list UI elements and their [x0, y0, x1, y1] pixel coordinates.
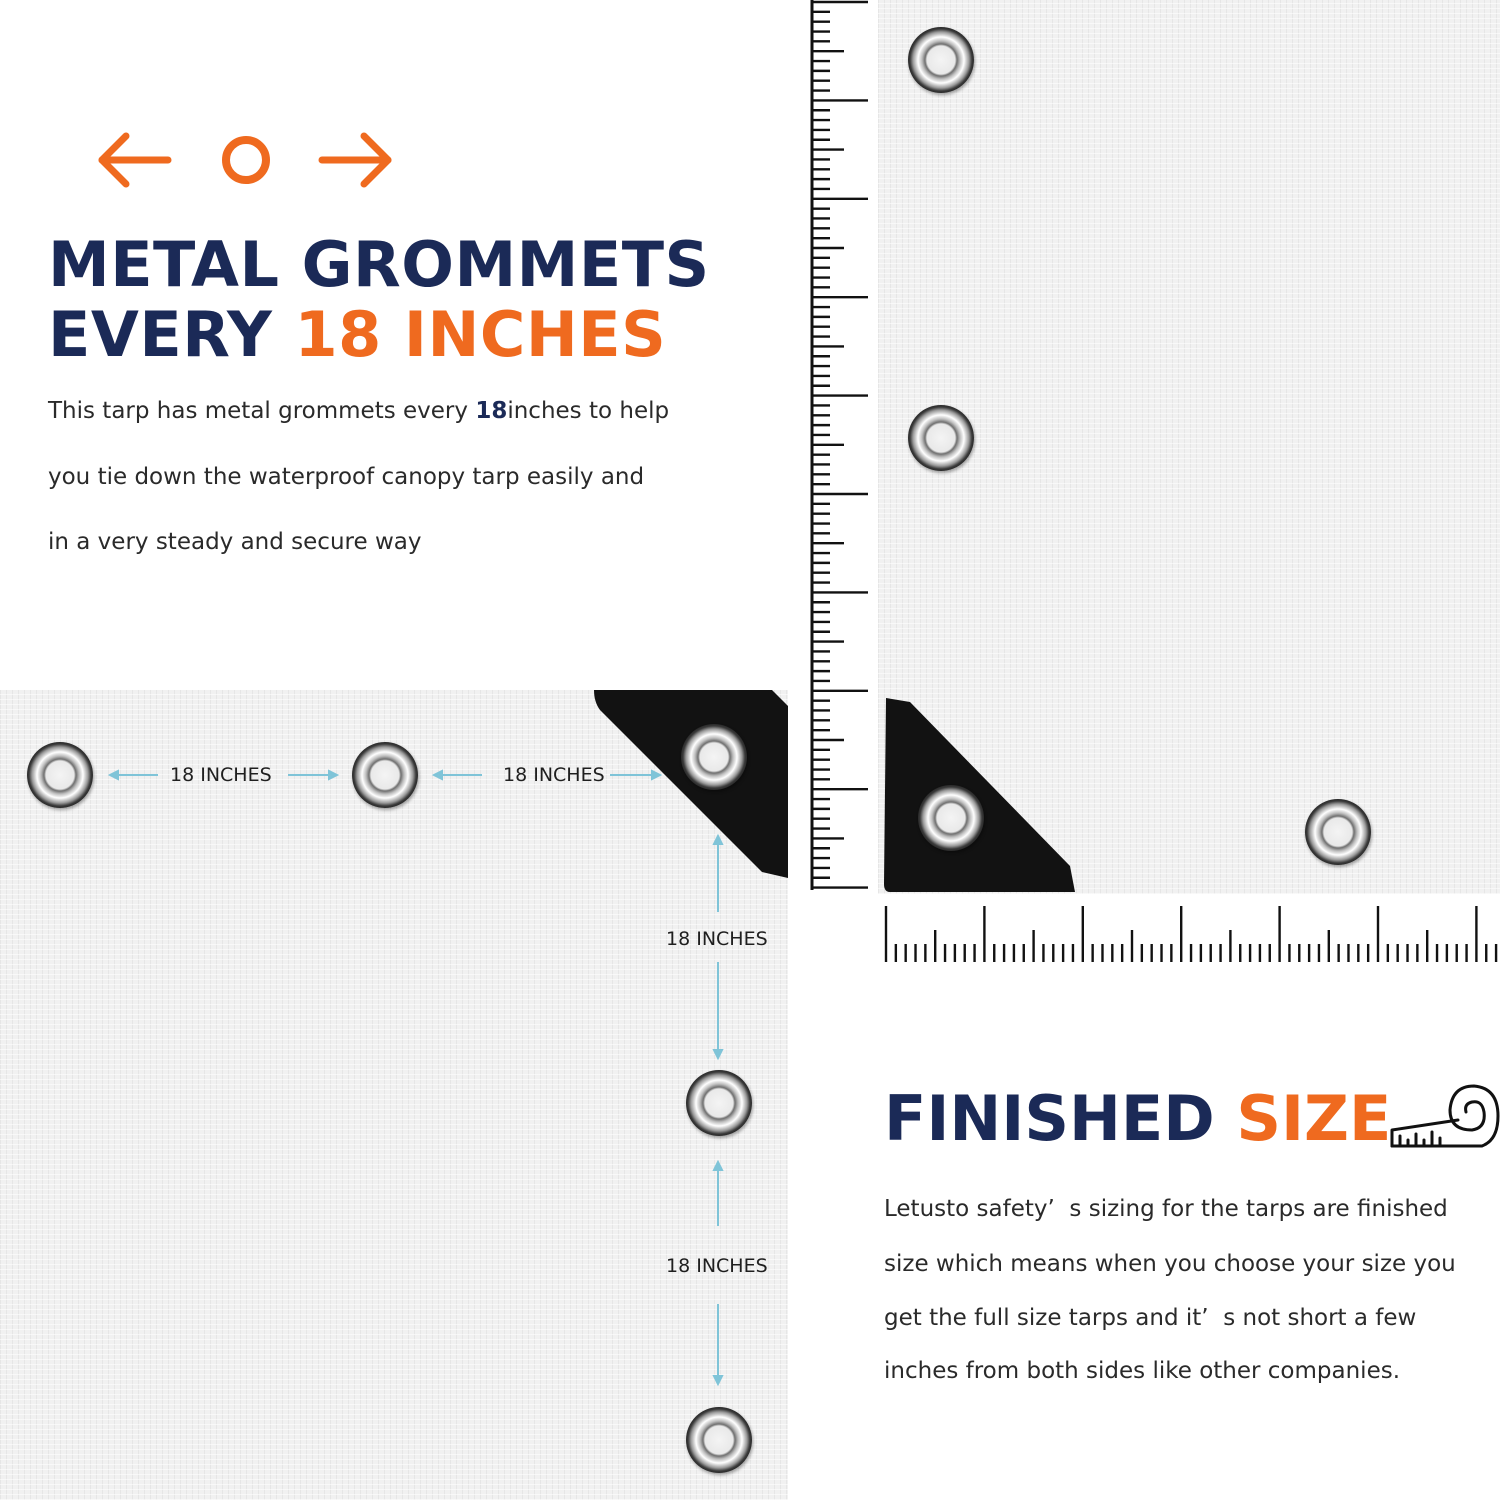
grommet — [908, 405, 974, 471]
headline-line-2 — [48, 298, 667, 371]
measure-arrowhead — [329, 771, 337, 779]
arrow-left-icon — [102, 136, 168, 184]
grommet-icon-row — [96, 128, 396, 192]
measure-arrowhead — [110, 771, 118, 779]
finished-size-text-line-3: get the full size tarps and it’ s not short a few — [884, 1305, 1417, 1331]
ruler-horizontal — [880, 900, 1500, 970]
measure-label-horizontal-1: 18 INCHES — [170, 764, 272, 786]
grommet — [908, 27, 974, 93]
description-prefix: This tarp has metal grommets every — [48, 398, 476, 424]
circle-icon — [226, 140, 266, 180]
finished-size-text-line-1: Letusto safety’ s sizing for the tarps are finished — [884, 1196, 1448, 1222]
measure-arrowhead — [714, 1376, 722, 1384]
finished-size-title — [884, 1082, 1392, 1155]
corner-reinforcement-right — [880, 696, 1080, 896]
ruler-vertical — [806, 0, 870, 894]
headline-line-1: METAL GROMMETS — [48, 228, 710, 301]
description-line-2: you tie down the waterproof canopy tarp easily and — [48, 464, 645, 490]
grommet — [1305, 799, 1371, 865]
measure-arrowhead — [714, 836, 722, 844]
headline-highlight: 18 INCHES — [294, 298, 667, 371]
description-line-3: in a very steady and secure way — [48, 529, 422, 555]
measure-arrowhead — [714, 1050, 722, 1058]
arrow-right-icon — [322, 136, 388, 184]
measurement-arrows — [0, 680, 800, 1500]
measuring-tape-icon — [1388, 1080, 1500, 1152]
headline-prefix: EVERY — [48, 298, 295, 371]
measure-arrowhead — [714, 1162, 722, 1170]
finished-size-text-line-2: size which means when you choose your size you — [884, 1251, 1456, 1277]
measure-label-vertical-1: 18 INCHES — [666, 928, 768, 950]
measure-label-vertical-2: 18 INCHES — [666, 1255, 768, 1277]
description-suffix: inches to help — [507, 398, 670, 424]
finished-size-title-prefix: FINISHED — [884, 1082, 1237, 1155]
finished-size-title-highlight: SIZE — [1236, 1082, 1392, 1155]
finished-size-text-line-4: inches from both sides like other companies. — [884, 1358, 1401, 1384]
measure-arrowhead — [434, 771, 442, 779]
description-line-1 — [48, 400, 669, 423]
measure-arrowhead — [652, 771, 660, 779]
measure-label-horizontal-2: 18 INCHES — [503, 764, 605, 786]
description-number: 18 — [475, 398, 508, 424]
grommet — [918, 785, 984, 851]
